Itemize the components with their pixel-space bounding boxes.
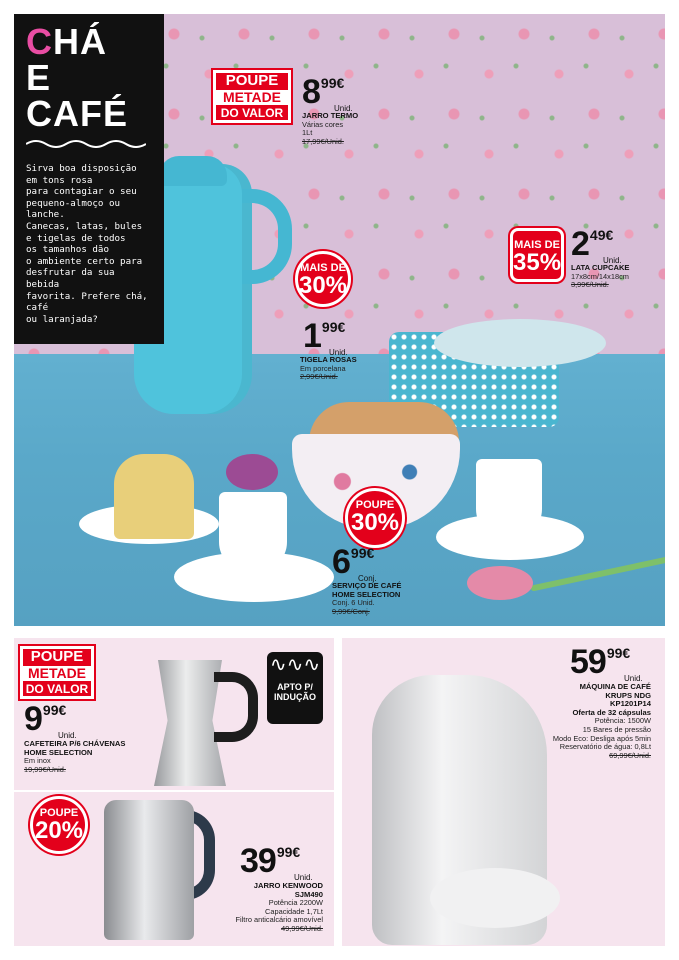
info-lata-cupcake: LATA CUPCAKE 17x8cm/14x18cm 3,99€/Unid. [571, 263, 630, 290]
price-servico-cafe: 699€ Conj. [332, 543, 377, 583]
cupcake-tin-lid-image [434, 319, 606, 367]
section-intro: Sirva boa disposição em tons rosa para contagiar o seu pequeno-almoço ou lanche. Canecas, latas, bules e tigelas de todos os tamanhos dão o ambiente certo para desfrutar da sua bebida favorita. Prefere chá, café ou laranjada? [26, 163, 148, 325]
info-maquina: MÁQUINA DE CAFÉ KRUPS NDG KP1201P14 Oferta de 32 cápsulas Potência: 1500W 15 Bares de pressão Modo Eco: Desliga após 5min Reservatório de água: 0,8Lt 69,99€/Unid. [552, 682, 651, 760]
half-price-badge-jarro: POUPE METADE DO VALOR [213, 70, 291, 123]
induction-wave-icon: ∿∿∿ [269, 652, 321, 676]
poupe30-badge: POUPE 30% [345, 488, 405, 548]
price-jarro-termo: 899€ Unid. [302, 73, 353, 113]
price-jarro-kenwood: 3999€ Unid. [240, 842, 313, 882]
info-cafeteira: CAFETEIRA P/6 CHÁVENAS HOME SELECTION Em inox 19,99€/Unid. [24, 739, 126, 774]
muffin-image [114, 454, 194, 539]
info-jarro-kenwood: JARRO KENWOOD SJM490 Potência 2200W Capacidade 1,7Lt Filtro anticalcário amovível 49,99€/Unid. [235, 881, 323, 933]
half-price-badge-cafeteira: POUPE METADE DO VALOR [20, 646, 94, 699]
price-maquina: 5999€ Unid. [570, 643, 643, 683]
coffee-cup-middle-image [219, 492, 287, 572]
coffee-cup-right-image [476, 459, 542, 539]
section-title-line1: CHÁ [26, 21, 107, 62]
pink-tulip-image [467, 566, 533, 600]
squiggle-divider [26, 138, 146, 148]
section-title-line3: CAFÉ [26, 93, 128, 134]
purple-tulip-image [226, 454, 278, 490]
induction-badge: ∿∿∿ APTO P/ INDUÇÃO [267, 652, 323, 724]
poupe20-badge: POUPE 20% [30, 796, 88, 854]
info-tigela-rosas: TIGELA ROSAS Em porcelana 2,99€/Unid. [300, 355, 357, 382]
moka-handle-image [214, 672, 258, 742]
price-cafeteira: 999€ Unid. [24, 700, 77, 740]
kettle-image [104, 800, 194, 940]
section-title-panel [14, 14, 164, 344]
mais35-badge: MAIS DE 35% [510, 228, 564, 282]
coffee-machine-tray-image [430, 868, 560, 928]
price-tigela-rosas: 199€ Unid. [303, 317, 348, 357]
mais30-badge: MAIS DE 30% [295, 251, 351, 307]
price-lata-cupcake: 249€ Unid. [571, 225, 622, 265]
thermos-lid-image [159, 156, 227, 186]
section-title-line2: E [26, 57, 52, 98]
info-jarro-termo: JARRO TERMO Várias cores 1Lt 17,99€/Unid. [302, 111, 359, 146]
info-servico-cafe: SERVIÇO DE CAFÉ HOME SELECTION Conj. 6 Unid. 9,99€/Conj. [332, 581, 402, 616]
